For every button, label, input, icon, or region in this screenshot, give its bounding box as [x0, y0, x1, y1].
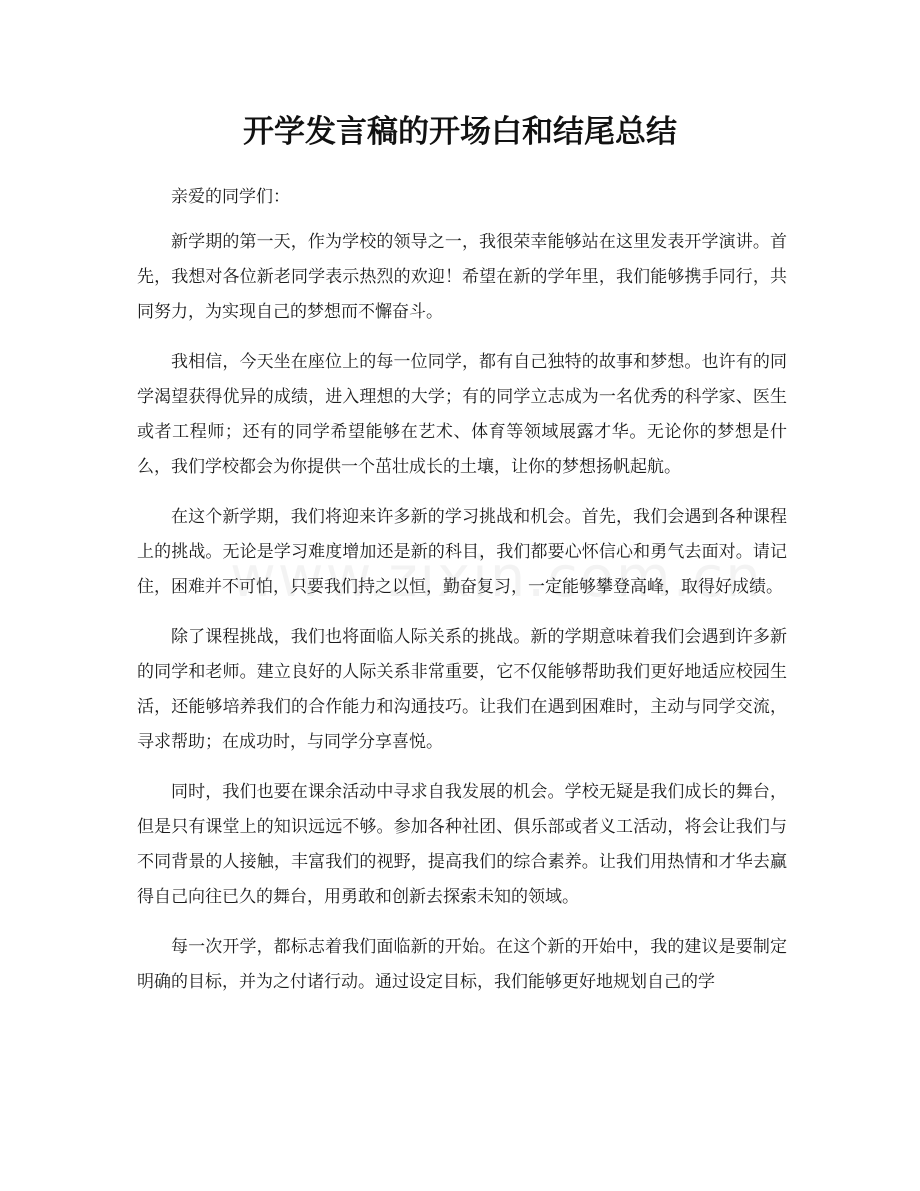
greeting: 亲爱的同学们： [171, 187, 290, 207]
document-body [137, 180, 787, 1015]
paragraph-6: 每一次开学，都标志着我们面临新的开始。在这个新的开始中，我的建议是要制定明确的目标，并为之付诸行动。通过设定目标，我们能够更好地规划自己的学 [137, 937, 787, 992]
paragraph-2: 我相信，今天坐在座位上的每一位同学，都有自己独特的故事和梦想。也许有的同学渴望获得优异的成绩，进入理想的大学；有的同学立志成为一名优秀的科学家、医生或者工程师；还有的同学希望能够在艺术、体育等领域展露才华。无论你的梦想是什么，我们学校都会为你提供一个茁壮成长的土壤，让你的梦想扬帆起航。 [137, 352, 787, 477]
document-title: 开学发言稿的开场白和结尾总结 [243, 114, 677, 150]
paragraph-4: 除了课程挑战，我们也将面临人际关系的挑战。新的学期意味着我们会遇到许多新的同学和老师。建立良好的人际关系非常重要，它不仅能够帮助我们更好地适应校园生活，还能够培养我们的合作能力和沟通技巧。让我们在遇到困难时，主动与同学交流，寻求帮助；在成功时，与同学分享喜悦。 [137, 627, 787, 752]
paragraph-5: 同时，我们也要在课余活动中寻求自我发展的机会。学校无疑是我们成长的舞台，但是只有课堂上的知识远远不够。参加各种社团、俱乐部或者义工活动，将会让我们与不同背景的人接触，丰富我们的视野，提高我们的综合素养。让我们用热情和才华去赢得自己向往已久的舞台，用勇敢和创新去探索未知的领域。 [137, 782, 787, 907]
paragraph-1: 新学期的第一天，作为学校的领导之一，我很荣幸能够站在这里发表开学演讲。首先，我想对各位新老同学表示热烈的欢迎！希望在新的学年里，我们能够携手同行，共同努力，为实现自己的梦想而不懈奋斗。 [137, 232, 787, 322]
paragraph-3: 在这个新学期，我们将迎来许多新的学习挑战和机会。首先，我们会遇到各种课程上的挑战。无论是学习难度增加还是新的科目，我们都要心怀信心和勇气去面对。请记住，困难并不可怕，只要我们持之以恒，勤奋复习，一定能够攀登高峰，取得好成绩。 [137, 507, 787, 597]
